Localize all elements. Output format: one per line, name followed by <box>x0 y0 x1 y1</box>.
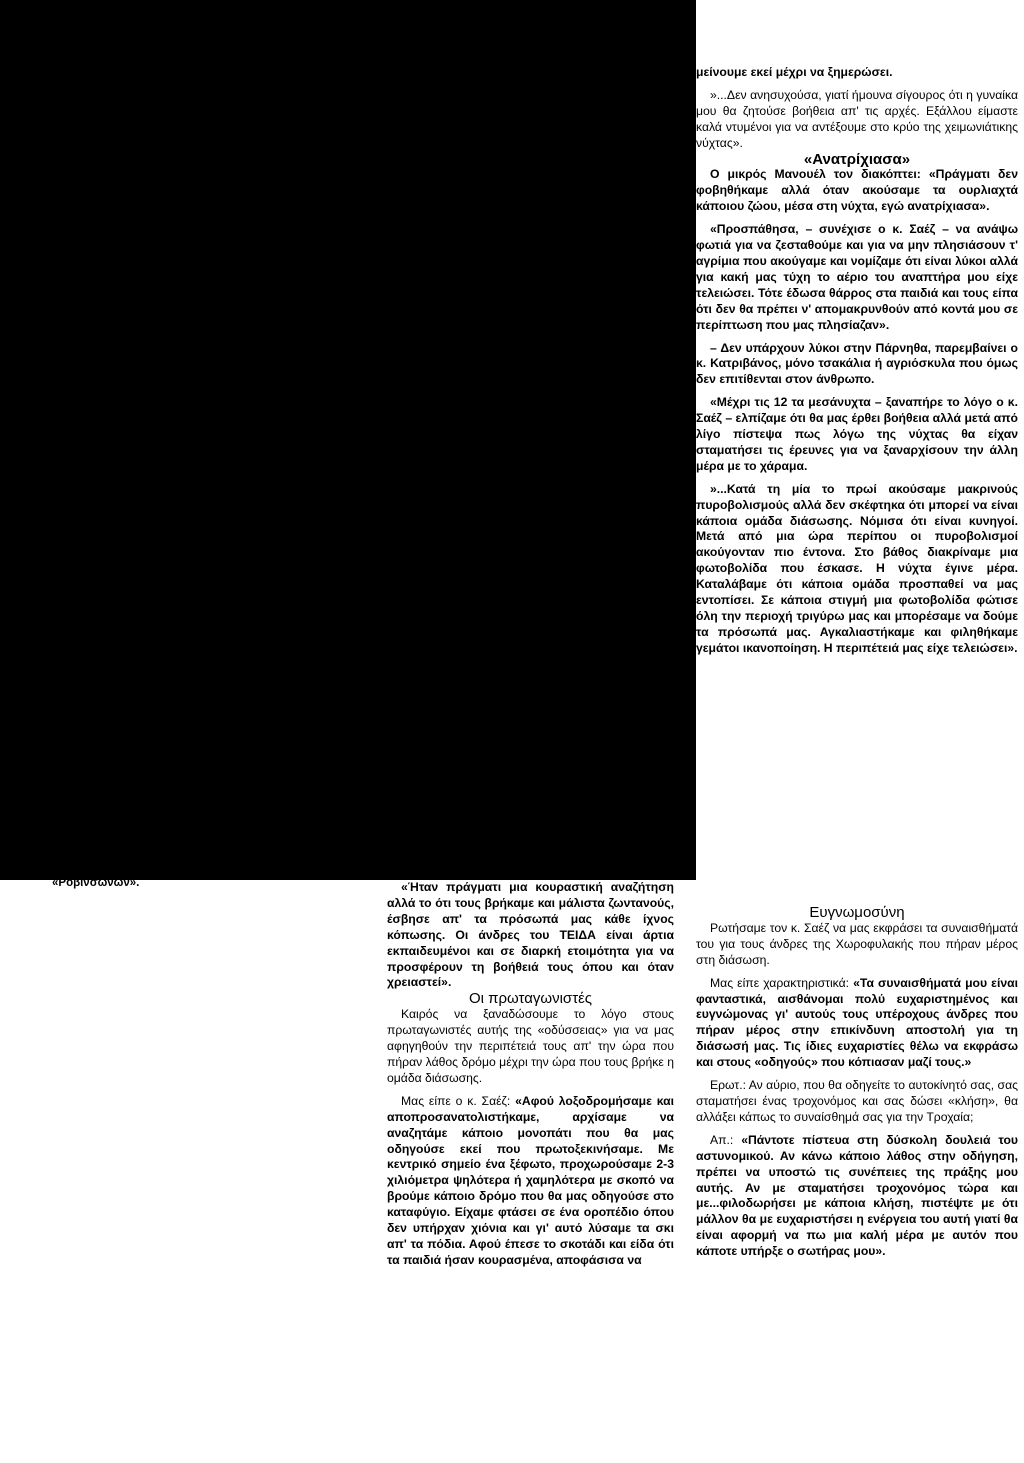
paragraph-intro: Μας είπε ο κ. Σαέζ: <box>401 1093 516 1108</box>
paragraph-intro: Μας είπε χαρακτηριστικά: <box>710 975 854 990</box>
section-heading: «Ανατρίχιασα» <box>803 150 911 168</box>
paragraph: Ο μικρός Μανουέλ τον διακόπτει: «Πράγματι δεν φοβηθήκαμε αλλά όταν ακούσαμε τα ουρλιαχτά κάποιου ζώου, μέσα στη νύχτα, εγώ ανατρίχιασα». <box>696 167 1018 214</box>
paragraph: «Ήταν πράγματι μια κουραστική αναζήτηση αλλά το ότι τους βρήκαμε και μάλιστα ζωντανούς, έσβησε απ' τα πρόσωπά μας κάθε ίχνος κόπωσης. Οι άνδρες του ΤΕΙΔΑ είναι άρτια εκπαιδευμένοι και σε διαρκή ετοιμότητα για να προσφέρουν τη βοήθειά τους όπου και όταν χρειαστεί». <box>387 880 674 990</box>
paragraph <box>696 976 1018 1071</box>
paragraph: Καιρός να ξαναδώσουμε το λόγο στους πρωταγωνιστές αυτής της «οδύσσειας» για να μας αφηγηθούν την περιπέτειά τους απ' την ώρα που πήραν λάθος δρόμο μέχρι την ώρα που τους βρήκε η ομάδα διάσωσης. <box>387 1007 674 1085</box>
column-left <box>387 880 674 1269</box>
paragraph: »...Δεν ανησυχούσα, γιατί ήμουνα σίγουρος ότι η γυναίκα μου θα ζητούσε βοήθεια απ' τις αρχές. Εξάλλου είμαστε καλά ντυμένοι για να αντέξουμε στο κρύο της χειμωνιάτικης νύχτας». <box>696 87 1018 150</box>
paragraph: »...Κατά τη μία το πρωί ακούσαμε μακρινούς πυροβολισμούς αλλά δεν σκέφτηκα ότι μπορεί να είναι κάποια ομάδα διάσωσης. Νόμισα ότι είναι κυνηγοί. Μετά από μια ώρα περίπου οι πυροβολισμοί ακούγονταν πιο έντονα. Στο βάθος διακρίναμε μια φωτοβολίδα που έσκασε. Η νύχτα έγινε μέρα. Καταλάβαμε ότι κάποια ομάδα προσπαθεί να μας εντοπίσει. Σε κάποια στιγμή μια φωτοβολίδα φώτισε όλη την περιοχή τριγύρω μας και μπορέσαμε να δούμε τα πρόσωπά μας. Αγκαλιαστήκαμε και φιληθήκαμε γεμάτοι ικανοποίηση. Η περιπέτειά μας είχε τελειώσει». <box>696 481 1018 655</box>
quote: «Τα συναισθήματά μου είναι φανταστικά, αισθάνομαι πολύ ευχαριστημένος και ευγνώμονας γι' αυτούς τους υπέροχους άνδρες που πήραν μέρος στην επικίνδυνη αποστολή για τη διάσωσή μας. Τις ίδιες ευχαριστίες θέλω να εκφράσω και στους «οδηγούς» που κόπιασαν μαζί τους.» <box>696 975 1018 1070</box>
paragraph: μείνουμε εκεί μέχρι να ξημερώσει. <box>696 65 893 79</box>
paragraph: Ερωτ.: Αν αύριο, που θα οδηγείτε το αυτοκίνητό σας, σας σταματήσει ένας τροχονόμος και σας δώσει «κλήση», θα αλλάξει κάπως το συναίσθημά σας για την Τροχαία; <box>696 1078 1018 1124</box>
column-right-bottom <box>696 905 1018 1260</box>
paragraph: «Προσπάθησα, – συνέχισε ο κ. Σαέζ – να ανάψω φωτιά για να ζεσταθούμε και για να μην πλησιάσουν τ' αγρίμια που ακούγαμε και νομίζαμε ότι είναι λύκοι αλλά για κακή μας τύχη το αέριο του αναπτήρα μου είχε τελειώσει. Τότε έδωσα θάρρος στα παιδιά και τους είπα ότι δεν θα πρέπει ν' απομακρυνθούν από κοντά μου σε περίπτωση που μας πλησίαζαν». <box>696 222 1018 332</box>
paragraph <box>387 1094 674 1269</box>
photo-caption: Ευτυχισμένα χαμόγελα μετά τη διάσωση των τριών «Ροβινσώνων». <box>52 862 332 889</box>
quote: «Αφού λοξοδρομήσαμε και αποπροσανατολιστήκαμε, αρχίσαμε να αναζητάμε κάποιο μονοπάτι που θα μας οδηγούσε εκεί που πρωτοξεκινήσαμε. Με κεντρικό σημείο ένα ξέφωτο, προχωρούσαμε 2-3 χιλιόμετρα ψηλότερα ή χαμηλότερα με σκοπό να βρούμε κάποιο δρόμο που θα μας οδηγούσε στο καταφύγιο. Είχαμε φτάσει σε ένα οροπέδιο όπου δεν υπήρχαν χιόνια και γι' αυτό λύσαμε τα σκι απ' τα πόδια. Αφού έπεσε το σκοτάδι και είδα ότι τα παιδιά ήσαν κουρασμένα, αποφάσισα να <box>387 1093 674 1267</box>
section-heading: Οι πρωταγωνιστές <box>468 990 593 1008</box>
column-right-top <box>696 65 1018 657</box>
photo <box>0 0 696 880</box>
paragraph: «Μέχρι τις 12 τα μεσάνυχτα – ξαναπήρε το λόγο ο κ. Σαέζ – ελπίζαμε ότι θα μας έρθει βοήθεια αλλά μετά από λίγο πίστεψα πως λόγω της νύχτας θα είχαν σταματήσει τις έρευνες για να ξαναρχίσουν την άλλη μέρα με το χάραμα. <box>696 395 1018 473</box>
paragraph <box>696 1133 1018 1260</box>
section-heading: Ευγνωμοσύνη <box>809 904 905 921</box>
paragraph: – Δεν υπάρχουν λύκοι στην Πάρνηθα, παρεμβαίνει ο κ. Κατριβάνος, μόνο τσακάλια ή αγριόσκυλα που όμως δεν επιτίθενται στον άνθρωπο. <box>696 340 1018 387</box>
paragraph: Ρωτήσαμε τον κ. Σαέζ να μας εκφράσει τα συναισθήματά του για τους άνδρες της Χωροφυλακής που πήραν μέρος στη διάσωση. <box>696 920 1018 967</box>
quote: «Πάντοτε πίστευα στη δύσκολη δουλειά του αστυνομικού. Αν κάνω κάποιο λάθος στην οδήγηση, πρέπει να υποστώ τις συνέπειες της πράξης μου αυτής. Αν με σταματήσει τροχονόμος τώρα και με...φιλοδωρήσει με κάποια κλήση, πιστέψτε με ότι μάλλον θα με ευχαριστήσει η ενέργεια του αυτή γιατί θα είναι αφορμή να πω μια καλή μέρα με αυτόν που κάποτε υπήρξε ο σωτήρας μου». <box>696 1132 1018 1259</box>
paragraph-intro: Απ.: <box>710 1132 742 1147</box>
